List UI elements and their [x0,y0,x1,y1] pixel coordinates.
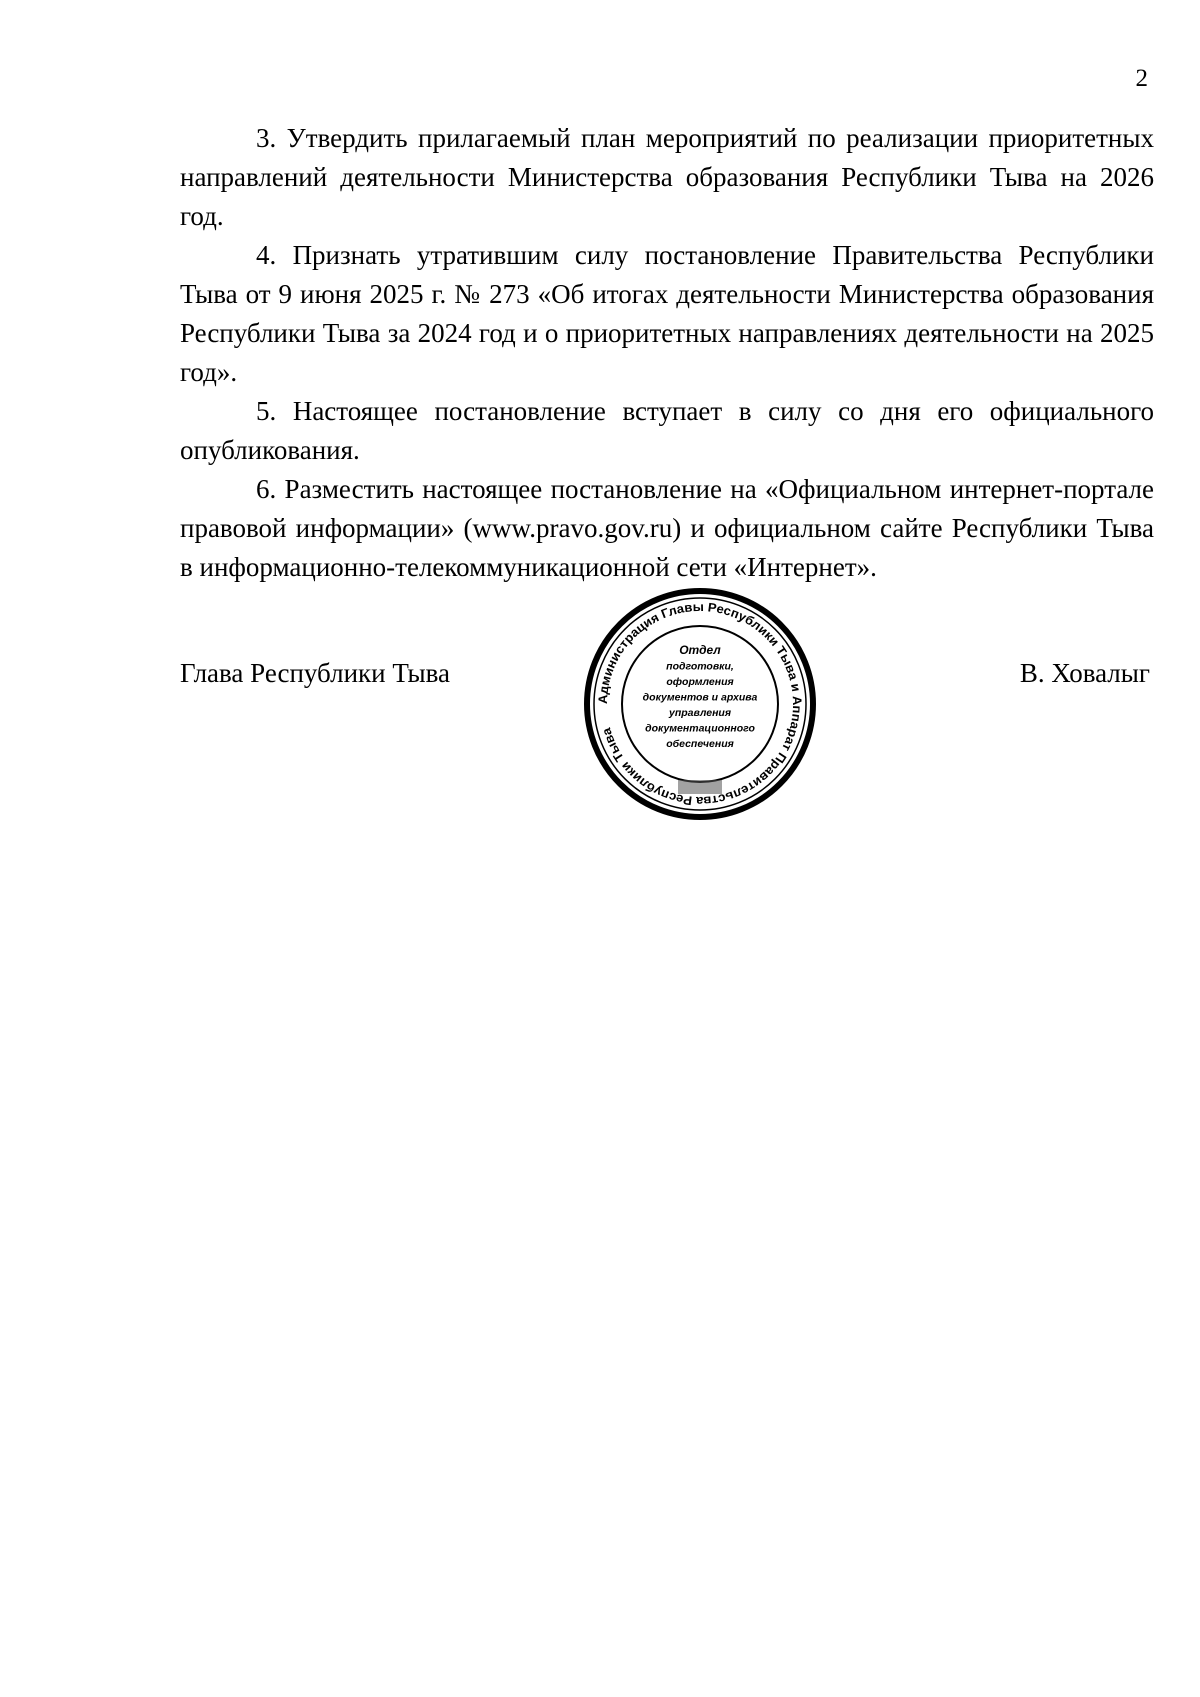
signatory-name: В. Ховалыг [1019,658,1150,688]
seal-center-line: оформления [666,676,734,688]
page-number: 2 [1135,65,1148,92]
seal-center-line: документов и архива [642,691,758,704]
paragraph-5: 5. Настоящее постановление вступает в силу со дня его официального опубликования. [180,396,1154,465]
seal-center-line: управления [668,707,732,719]
seal-graphic [580,584,820,824]
seal-center-line: подготовки, [666,660,734,673]
signatory-title: Глава Республики Тыва [180,658,451,688]
paragraph-3: 3. Утвердить прилагаемый план мероприятий по реализации приоритетных направлений деятельности Министерства образования Республики Тыва на 2026 год. [180,123,1154,231]
seal-center-line: обеспечения [666,738,734,750]
seal-middle-ring [594,598,806,810]
seal-smudge [678,780,722,794]
official-seal [580,584,820,824]
seal-ring-text: Администрация Главы Республики Тыва и Аппарат Правительства Республики Тыва [595,599,805,809]
paragraph-6: 6. Разместить настоящее постановление на «Официальном интернет-портале правовой информации» (www.pravo.gov.ru) и официальном сайте Республики Тыва в информационно-телекоммуникационной сети «Интернет». [180,474,1154,582]
seal-center-line: Отдел [679,643,721,657]
paragraph-4: 4. Признать утратившим силу постановление Правительства Республики Тыва от 9 июня 2025 г. № 273 «Об итогах деятельности Министерства образования Республики Тыва за 2024 год и о приоритетных направлениях деятельности на 2025 год». [180,240,1154,387]
document-body [180,119,1154,587]
seal-center-line: документационного [645,722,755,735]
seal-center-text [643,643,758,750]
